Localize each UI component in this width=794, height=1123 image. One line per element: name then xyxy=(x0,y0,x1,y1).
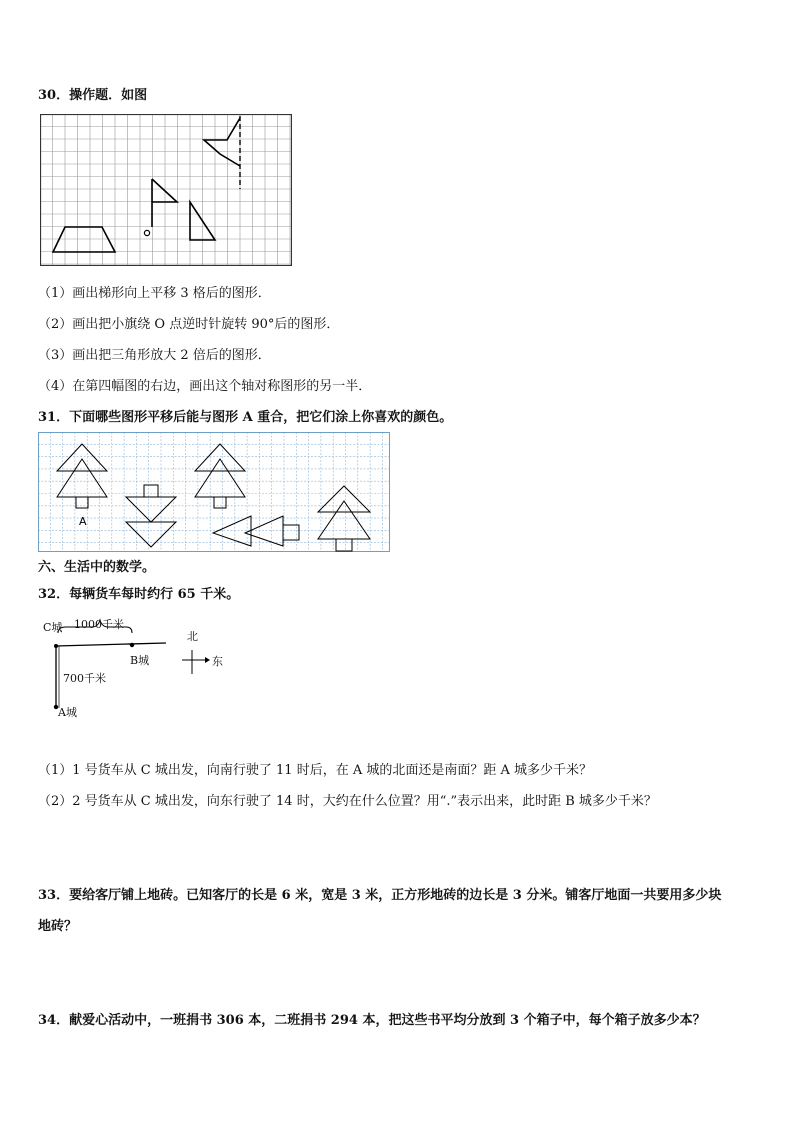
inverted-tree xyxy=(126,485,176,547)
compass-icon xyxy=(182,650,210,674)
tree-large xyxy=(318,486,370,551)
q30-item-2: （2）画出把小旗绕 O 点逆时针旋转 90°后的图形． xyxy=(38,317,340,332)
q30-item-1: （1）画出梯形向上平移 3 格后的图形． xyxy=(38,286,271,301)
q34-title: 34．献爱心活动中，一班捐书 306 本，二班捐书 294 本，把这些书平均分放到 3 个箱子中，每个箱子放多少本？ xyxy=(38,1013,706,1028)
flag-shape xyxy=(152,179,177,227)
q31-title: 31．下面哪些图形平移后能与图形 A 重合，把它们涂上你喜欢的颜色。 xyxy=(38,410,453,425)
q33-line-1: 33．要给客厅铺上地砖。已知客厅的长是 6 米，宽是 3 米，正方形地砖的边长是 3 分米。铺客厅地面一共要用多少块 xyxy=(38,888,722,903)
section6-title: 六、生活中的数学。 xyxy=(38,560,156,575)
q30-grid-figure xyxy=(40,114,292,266)
b-city-label: B城 xyxy=(130,654,150,667)
distance-ca-label: 700千米 xyxy=(63,672,106,685)
q30-item-3: （3）画出把三角形放大 2 倍后的图形． xyxy=(38,348,271,363)
point-o xyxy=(144,230,149,235)
q31-grid-figure xyxy=(38,432,390,552)
q32-item-1: （1）1 号货车从 C 城出发，向南行驶了 11 时后，在 A 城的北面还是南面？距 A 城多少千米？ xyxy=(38,763,592,778)
trapezoid-shape xyxy=(53,227,115,252)
q33-line-2: 地砖？ xyxy=(38,919,78,934)
north-label: 北 xyxy=(187,630,198,643)
half-symmetric-shape xyxy=(204,118,240,166)
q32-item-2: （2）2 号货车从 C 城出发，向东行驶了 14 时，大约在什么位置？用“.”表示出来，此时距 B 城多少千米？ xyxy=(38,794,657,809)
tree-a-label: A xyxy=(79,515,87,528)
b-city-point xyxy=(130,643,134,647)
q30-title: 30．操作题．如图 xyxy=(38,88,148,103)
rotated-tree xyxy=(213,516,299,546)
q30-item-4: （4）在第四幅图的右边，画出这个轴对称图形的另一半． xyxy=(38,379,372,394)
distance-cb-label: 1000千米 xyxy=(74,618,124,631)
east-label: 东 xyxy=(212,655,223,668)
c-city-point xyxy=(54,644,58,648)
a-city-label: A城 xyxy=(58,706,77,719)
q32-title: 32．每辆货车每时约行 65 千米。 xyxy=(38,587,240,602)
c-city-label: C城 xyxy=(43,621,63,634)
tree-same xyxy=(195,444,245,508)
